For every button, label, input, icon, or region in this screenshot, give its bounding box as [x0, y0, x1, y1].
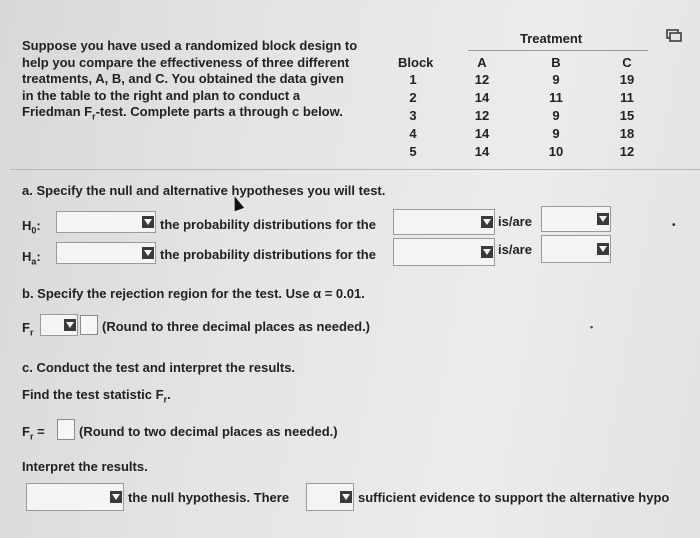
h0-first-dropdown[interactable] [56, 211, 156, 233]
b-cell: 9 [552, 126, 560, 141]
section-divider [10, 169, 700, 170]
problem-intro [22, 38, 387, 125]
intro-end: -test. Complete parts a through c below. [95, 104, 343, 119]
dropdown-arrow-icon [142, 247, 154, 259]
intro-line: in the table to the right and plan to conduct a [22, 87, 301, 103]
evidence-dropdown[interactable] [306, 483, 354, 511]
intro-line: help you compare the effectiveness of three different [22, 54, 350, 70]
part-c-hint: (Round to two decimal places as needed.) [79, 424, 338, 439]
intro-f-sub: r [92, 111, 96, 122]
block-cell: 5 [409, 144, 417, 159]
block-cell: 3 [409, 108, 417, 123]
ha-second-dropdown[interactable] [393, 238, 495, 266]
block-cell: 1 [409, 72, 417, 87]
dropdown-arrow-icon [142, 216, 154, 228]
c-cell: 11 [620, 90, 634, 105]
stray-mark: • [590, 322, 594, 332]
column-header-b: B [551, 55, 561, 70]
expand-icon[interactable] [666, 28, 682, 42]
c-cell: 18 [619, 126, 635, 141]
b-cell: 9 [552, 72, 560, 87]
intro-f: Friedman F [22, 104, 93, 119]
null-hypothesis-text: the null hypothesis. There [128, 490, 290, 505]
dropdown-arrow-icon [481, 216, 493, 228]
ha-isare-text: is/are [498, 242, 532, 257]
a-cell: 14 [474, 126, 490, 141]
b-cell: 9 [552, 108, 560, 123]
find-statistic-text: Find the test statistic $F_r$. [22, 387, 171, 405]
h0-isare-text: is/are [498, 214, 532, 229]
ha-prob-text: the probability distributions for the [160, 247, 376, 262]
ha-third-dropdown[interactable] [541, 235, 611, 263]
intro-line [22, 104, 387, 125]
treatment-rule [468, 50, 648, 51]
a-cell: 12 [474, 108, 490, 123]
c-cell: 15 [619, 108, 635, 123]
part-a-heading: a. Specify the null and alternative hypotheses you will test. [22, 183, 386, 198]
c-cell: 12 [619, 144, 635, 159]
block-cell: 2 [409, 90, 417, 105]
b-cell: 10 [548, 144, 564, 159]
a-cell: 14 [474, 90, 490, 105]
intro-line: Suppose you have used a randomized block design to [22, 38, 358, 53]
a-cell: 14 [474, 144, 490, 159]
dropdown-arrow-icon [597, 213, 609, 225]
dropdown-arrow-icon [597, 243, 609, 255]
h0-second-dropdown[interactable] [393, 209, 495, 235]
dropdown-arrow-icon [481, 246, 493, 258]
part-c-heading: c. Conduct the test and interpret the results. [22, 360, 296, 375]
reject-decision-dropdown[interactable] [26, 483, 124, 511]
fr-equals-label: $F_r$ = [22, 424, 45, 442]
dropdown-arrow-icon [340, 491, 352, 503]
c-cell: 19 [619, 72, 635, 87]
h0-label: $H_0$: [22, 218, 41, 236]
part-b-hint: (Round to three decimal places as needed.) [102, 319, 371, 334]
ha-first-dropdown[interactable] [56, 242, 156, 264]
rejection-operator-dropdown[interactable] [40, 314, 78, 336]
b-cell: 11 [549, 90, 563, 105]
ha-label: $H_a$: [22, 249, 41, 267]
critical-value-input[interactable] [80, 315, 98, 335]
column-header-a: A [477, 55, 487, 70]
fr-label: $F_r$ [22, 320, 34, 338]
dropdown-arrow-icon [110, 491, 122, 503]
treatment-header: Treatment [520, 31, 583, 46]
intro-line: treatments, A, B, and C. You obtained the data given [22, 71, 344, 86]
a-cell: 12 [474, 72, 490, 87]
h0-prob-text: the probability distributions for the [160, 217, 376, 232]
block-cell: 4 [409, 126, 417, 141]
block-header: Block [398, 55, 434, 70]
stray-mark: • [672, 220, 676, 231]
sufficient-evidence-text: sufficient evidence to support the alternative hypo [358, 490, 670, 505]
h0-third-dropdown[interactable] [541, 206, 611, 232]
column-header-c: C [622, 55, 632, 70]
interpret-label: Interpret the results. [22, 459, 148, 474]
dropdown-arrow-icon [64, 319, 76, 331]
test-statistic-input[interactable] [57, 419, 75, 440]
part-b-heading: b. Specify the rejection region for the test. Use α = 0.01. [22, 286, 365, 301]
